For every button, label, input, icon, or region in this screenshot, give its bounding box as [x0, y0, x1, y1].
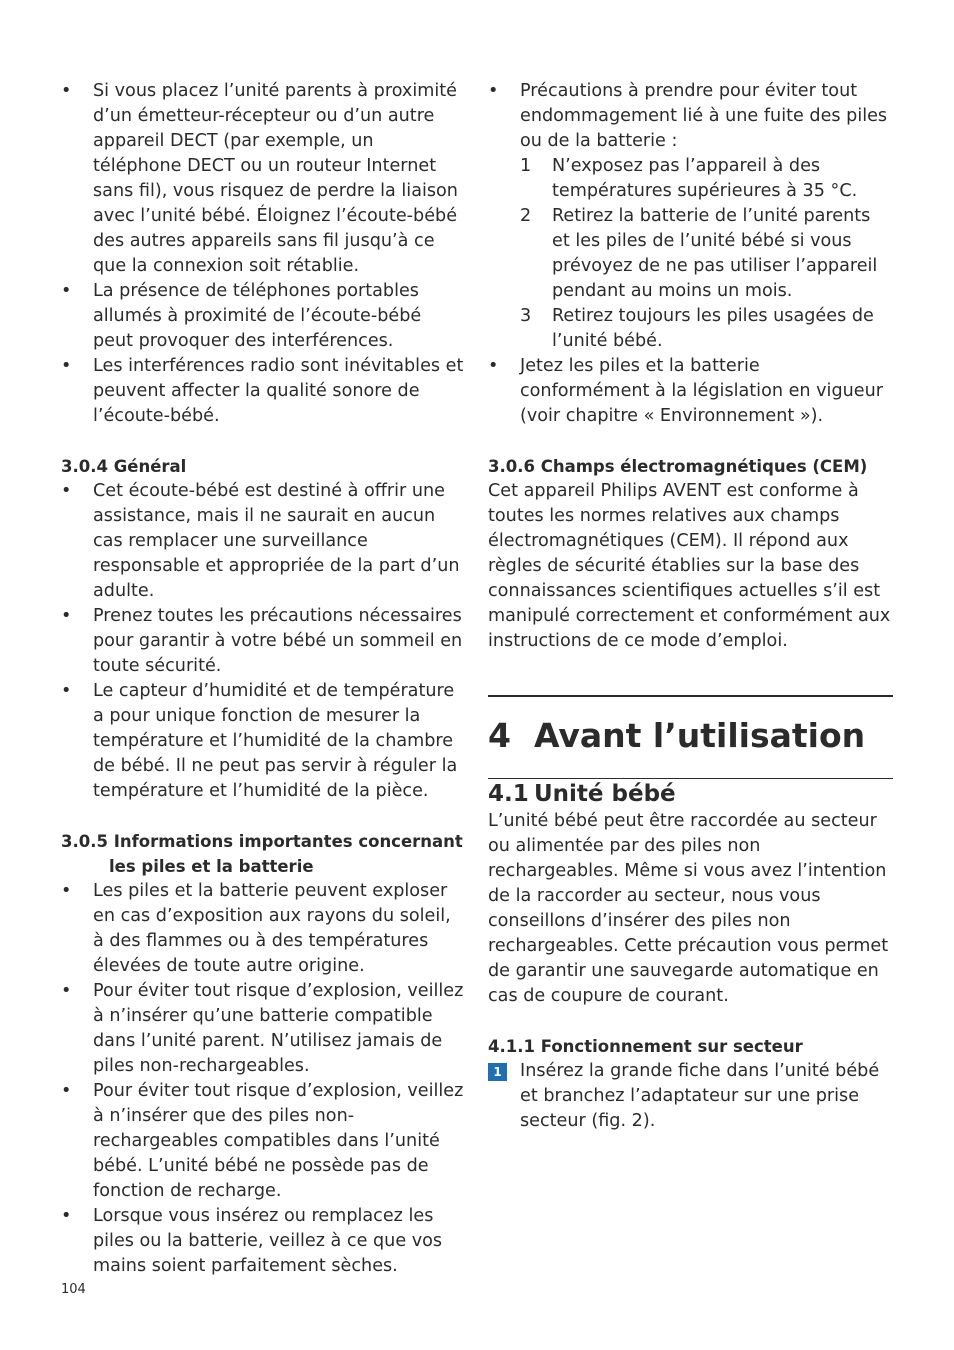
section-number: 4.1: [488, 781, 529, 807]
item-number: 1: [520, 156, 532, 176]
item-number: 3: [520, 306, 532, 326]
batteries-bullet-list: [61, 879, 466, 1279]
page-number: 104: [61, 1282, 86, 1297]
subsection-heading-mains: 4.1.1 Fonctionnement sur secteur: [488, 1037, 803, 1056]
section-heading-batteries: [61, 829, 466, 879]
list-item: • La présence de téléphones portables allumés à proximité de l’écoute-bébé peut provoquer des interférences.: [61, 279, 466, 354]
section-heading-line: les piles et la batterie: [109, 857, 314, 876]
emf-paragraph: Cet appareil Philips AVENT est conforme à toutes les normes relatives aux champs électromagnétiques (CEM). Il répond aux règles de sécurité établies sur la base des connaissances scientifiques actuelles s’il est manipulé correctement et conformément aux instructions de ce mode d’emploi.: [488, 481, 891, 651]
item-text: Retirez toujours les piles usagées de l’unité bébé.: [552, 306, 874, 351]
list-item: • Pour éviter tout risque d’explosion, veillez à n’insérer que des piles non-rechargeables compatibles dans l’unité bébé. L’unité bébé ne possède pas de fonction de recharge.: [61, 1079, 466, 1204]
list-item: • Si vous placez l’unité parents à proximité d’un émetteur-récepteur ou d’un autre appareil DECT (par exemple, un téléphone DECT ou un routeur Internet sans fil), vous risquez de perdre la liaison avec l’unité bébé. Éloignez l’écoute-bébé des autres appareils sans fil jusqu’à ce que la connexion soit rétablie.: [61, 79, 466, 279]
general-bullet-list: [61, 479, 466, 804]
chapter-title: [488, 716, 893, 756]
item-text: N’exposez pas l’appareil à des températures supérieures à 35 °C.: [552, 156, 858, 201]
left-column: [61, 79, 466, 1279]
numbered-item: [520, 304, 893, 354]
numbered-item: [520, 154, 893, 204]
list-item: • Le capteur d’humidité et de température a pour unique fonction de mesurer la température et l’humidité de la chambre de bébé. Il ne peut pas servir à réguler la température et l’humidité de la pièce.: [61, 679, 466, 804]
list-item: • Prenez toutes les précautions nécessaires pour garantir à votre bébé un sommeil en toute sécurité.: [61, 604, 466, 679]
step-number-badge: 1: [488, 1063, 507, 1081]
section-title-baby-unit: [488, 779, 893, 809]
numbered-item: [520, 204, 893, 304]
list-item: • Jetez les piles et la batterie conformément à la législation en vigueur (voir chapitre « Environnement »).: [488, 354, 893, 429]
right-column: [488, 79, 893, 1134]
precautions-intro: Précautions à prendre pour éviter tout endommagement lié à une fuite des piles ou de la batterie :: [520, 81, 888, 151]
section-heading-emf: 3.0.6 Champs électromagnétiques (CEM): [488, 457, 868, 476]
numbered-list: [520, 154, 893, 354]
item-number: 2: [520, 206, 532, 226]
list-item: • Les interférences radio sont inévitables et peuvent affecter la qualité sonore de l’écoute-bébé.: [61, 354, 466, 429]
step-text: Insérez la grande fiche dans l’unité bébé et branchez l’adaptateur sur une prise secteur (fig. 2).: [520, 1061, 880, 1131]
list-item: • Pour éviter tout risque d’explosion, veillez à n’insérer qu’une batterie compatible dans l’unité parent. N’utilisez jamais de piles non-rechargeables.: [61, 979, 466, 1079]
list-item: • Cet écoute-bébé est destiné à offrir une assistance, mais il ne saurait en aucun cas remplacer une surveillance responsable et appropriée de la part d’un adulte.: [61, 479, 466, 604]
step-item: [488, 1059, 893, 1134]
chapter-number: 4: [488, 716, 511, 755]
item-text: Retirez la batterie de l’unité parents et les piles de l’unité bébé si vous prévoyez de ne pas utiliser l’appareil pendant au moins un mois.: [552, 206, 878, 301]
chapter-title-text: Avant l’utilisation: [534, 716, 866, 755]
section-heading-general: 3.0.4 Général: [61, 457, 187, 476]
baby-unit-paragraph: L’unité bébé peut être raccordée au secteur ou alimentée par des piles non rechargeables. Même si vous avez l’intention de la raccorder au secteur, nous vous conseillons d’insérer des piles non rechargeables. Cette précaution vous permet de garantir une sauvegarde automatique en cas de coupure de courant.: [488, 811, 889, 1006]
precautions-list: [488, 79, 893, 429]
section-title-text: Unité bébé: [534, 781, 676, 807]
list-item: [488, 79, 893, 354]
list-item: • Lorsque vous insérez ou remplacez les piles ou la batterie, veillez à ce que vos mains soient parfaitement sèches.: [61, 1204, 466, 1279]
chapter-divider: [488, 695, 893, 697]
list-item: • Les piles et la batterie peuvent exploser en cas d’exposition aux rayons du soleil, à des flammes ou à des températures élevées de toute autre origine.: [61, 879, 466, 979]
intro-bullet-list: [61, 79, 466, 429]
section-heading-line: 3.0.5 Informations importantes concernant: [61, 832, 463, 851]
